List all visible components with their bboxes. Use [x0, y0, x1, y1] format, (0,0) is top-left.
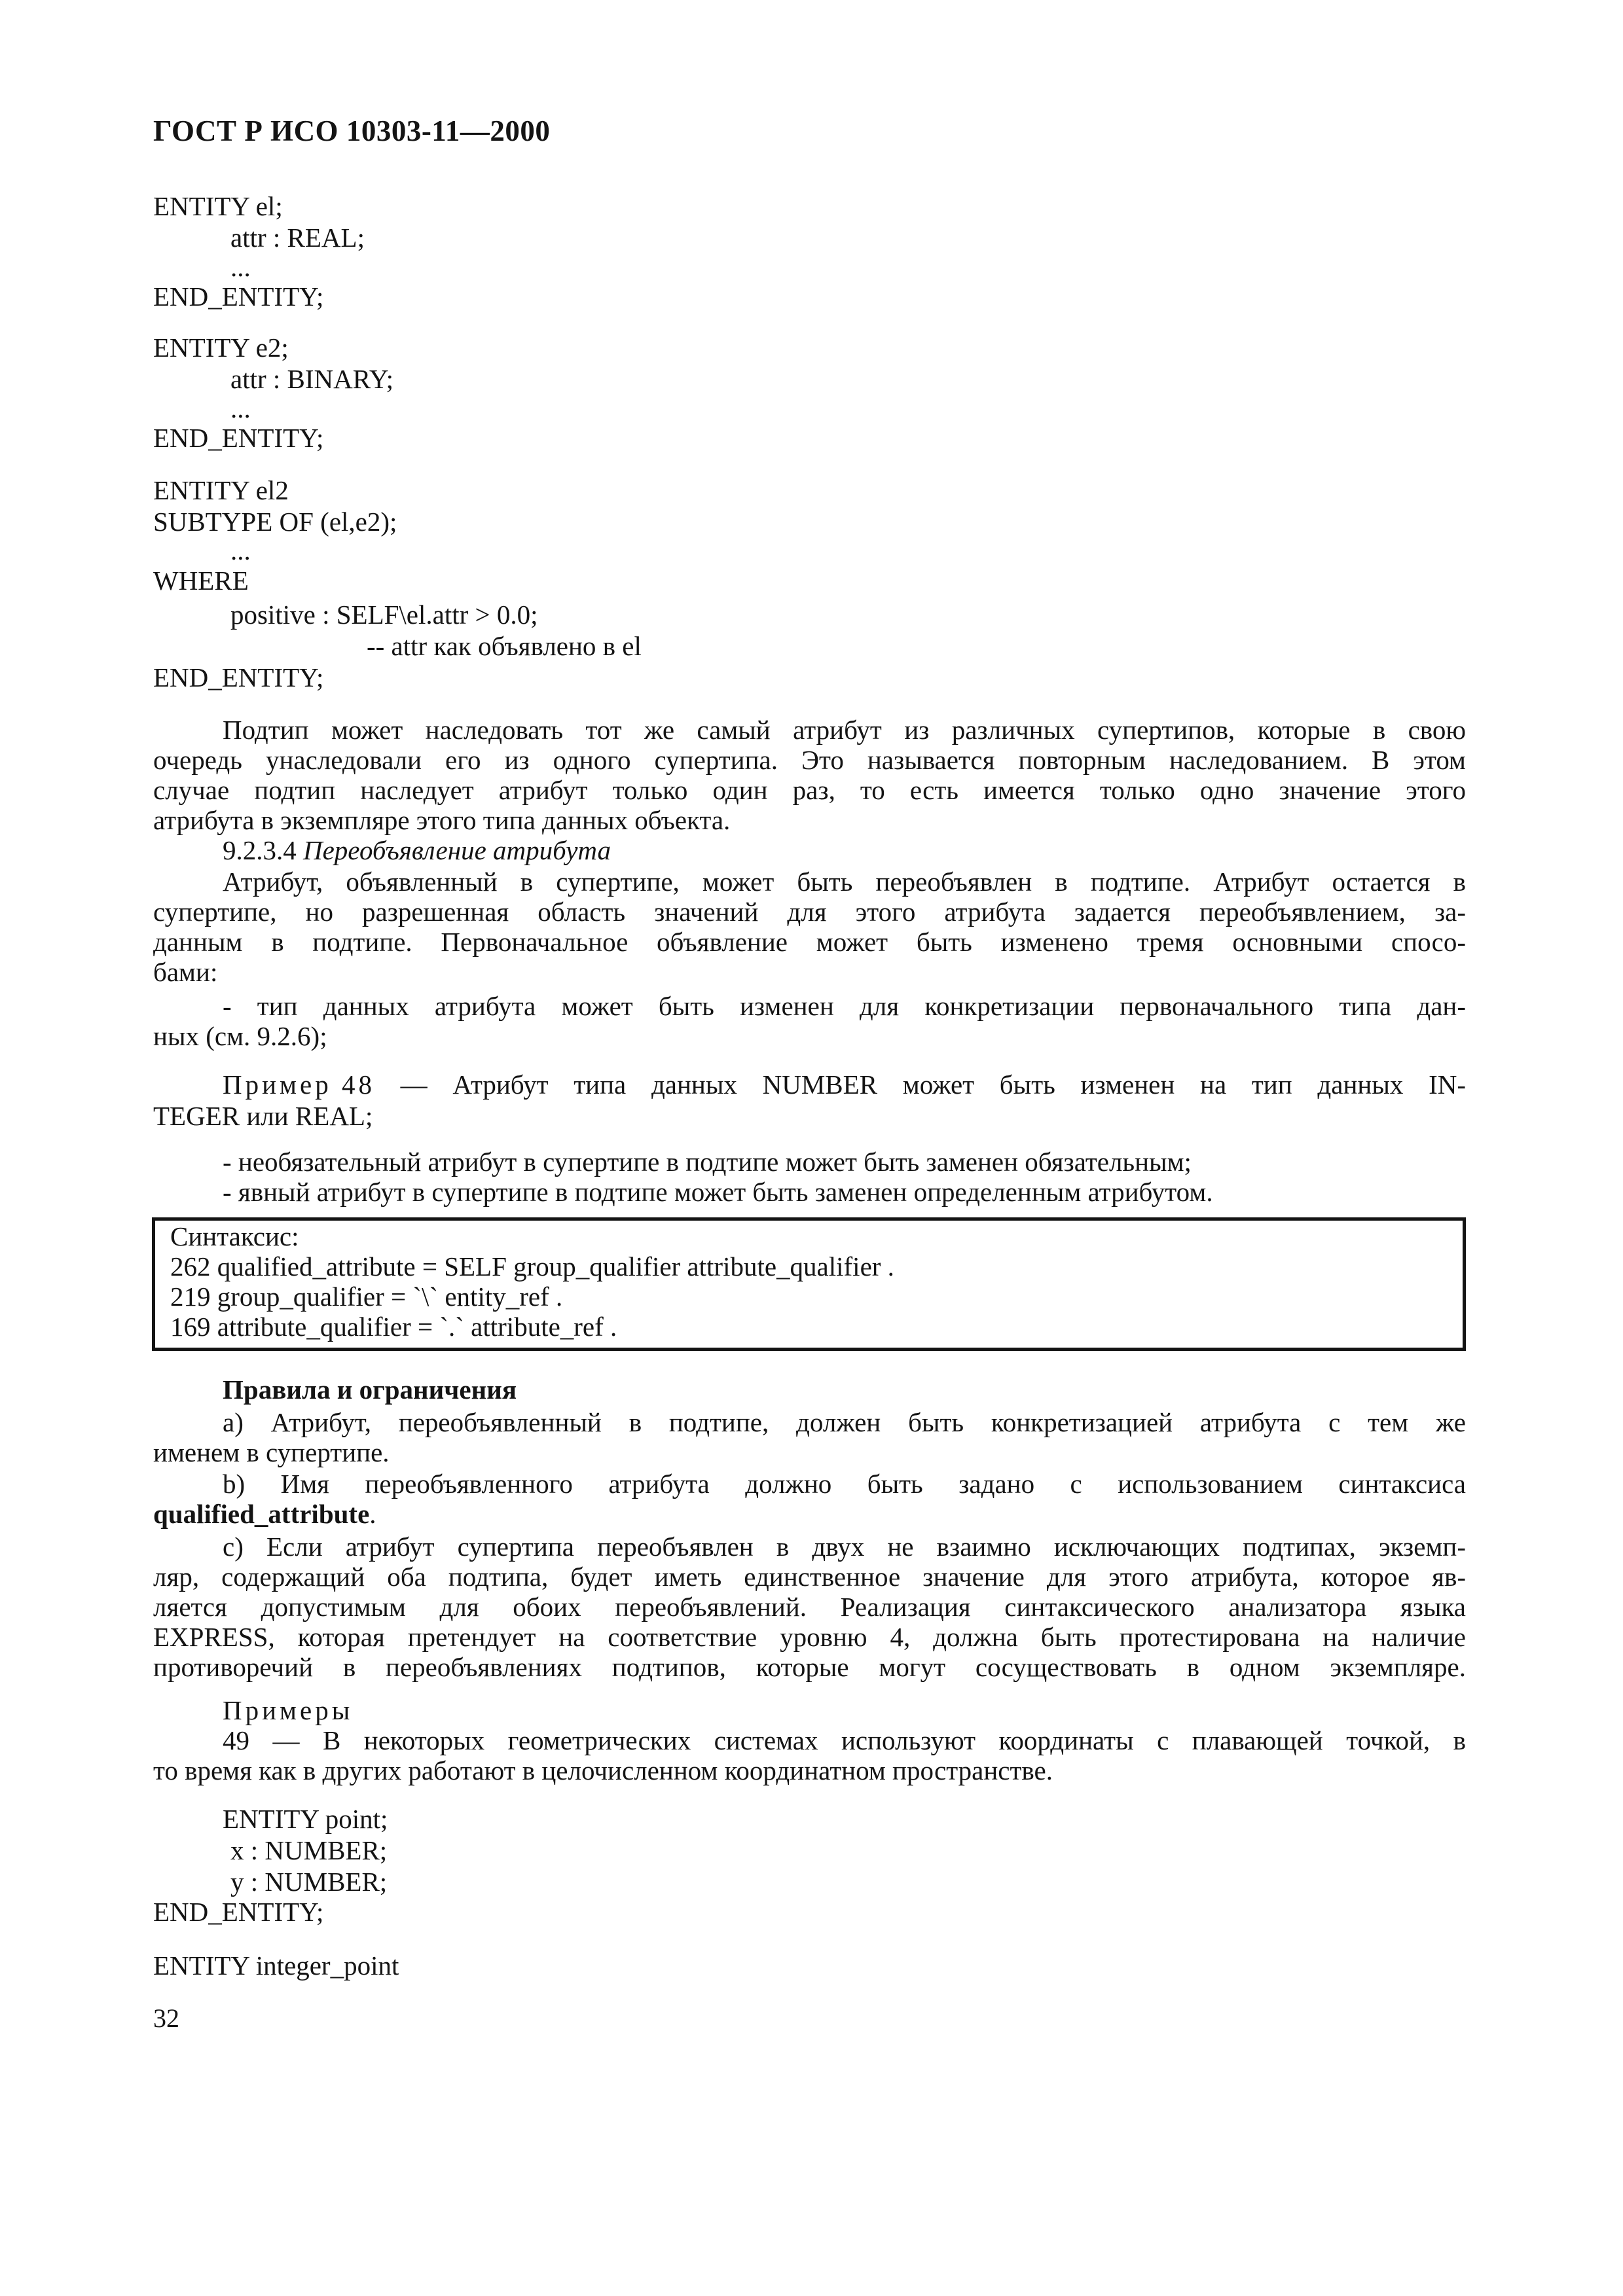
- code-line: attr : REAL;: [230, 223, 365, 253]
- rules-heading: Правила и ограничения: [223, 1374, 517, 1405]
- term-qualified-attribute: qualified_attribute: [153, 1499, 370, 1529]
- code-line: END_ENTITY;: [153, 423, 324, 453]
- text-line: b) Имя переобъявленного атрибута должно быть задано с использованием синтаксиса: [223, 1469, 1466, 1499]
- document-header: ГОСТ Р ИСО 10303-11—2000: [153, 115, 551, 147]
- code-line: -- attr как объявлено в el: [367, 631, 642, 661]
- section-heading: [223, 835, 611, 865]
- code-line: WHERE: [153, 565, 249, 596]
- text-line: Атрибут, объявленный в супертипе, может быть переобъявлен в подтипе. Атрибут остается в: [223, 867, 1466, 897]
- code-line: x : NUMBER;: [230, 1835, 388, 1865]
- code-line: attr : BINARY;: [230, 364, 394, 394]
- syntax-rule: 262 qualified_attribute = SELF group_qualifier attribute_qualifier .: [170, 1251, 894, 1282]
- examples-label: Примеры: [223, 1695, 354, 1725]
- code-line: ...: [230, 252, 251, 282]
- text-line: данным в подтипе. Первоначальное объявление может быть изменено тремя основными спосо-: [153, 927, 1466, 957]
- term-end: .: [369, 1499, 376, 1529]
- code-line: ENTITY el;: [153, 191, 283, 221]
- syntax-heading: Синтаксис:: [170, 1221, 299, 1251]
- page-number: 32: [153, 2003, 179, 2033]
- list-item: - явный атрибут в супертипе в подтипе может быть заменен определенным атрибутом.: [223, 1177, 1213, 1207]
- text-line: [153, 1499, 376, 1529]
- text-line: EXPRESS, которая претендует на соответствие уровню 4, должна быть протестирована на наличие: [153, 1622, 1466, 1652]
- code-line: ...: [230, 535, 251, 565]
- text-line: противоречий в переобъявлениях подтипов, которые могут сосуществовать в одном экземпляре.: [153, 1652, 1466, 1682]
- code-line: ENTITY point;: [223, 1804, 388, 1834]
- code-line: positive : SELF\el.attr > 0.0;: [230, 600, 538, 630]
- syntax-rule: 169 attribute_qualifier = `.` attribute_ref .: [170, 1312, 617, 1342]
- text-line: TEGER или REAL;: [153, 1101, 373, 1131]
- code-line: END_ENTITY;: [153, 281, 324, 312]
- syntax-rule: 219 group_qualifier = `\` entity_ref .: [170, 1282, 563, 1312]
- example-label: Пример 48: [223, 1069, 375, 1100]
- list-item: - необязательный атрибут в супертипе в подтипе может быть заменен обязательным;: [223, 1147, 1192, 1177]
- text-line: Подтип может наследовать тот же самый атрибут из различных супертипов, которые в свою: [223, 715, 1466, 745]
- code-line: SUBTYPE OF (el,e2);: [153, 507, 397, 537]
- text-line: супертипе, но разрешенная область значений для этого атрибута задается переобъявлением, за-: [153, 897, 1466, 927]
- code-line: END_ENTITY;: [153, 1897, 324, 1927]
- code-line: ENTITY e2;: [153, 332, 289, 363]
- text-line: a) Атрибут, переобъявленный в подтипе, должен быть конкретизацией атрибута с тем же: [223, 1407, 1466, 1437]
- text-line: - тип данных атрибута может быть изменен для конкретизации первоначального типа дан-: [223, 991, 1466, 1021]
- text-line: 49 — В некоторых геометрических системах используют координаты с плавающей точкой, в: [223, 1725, 1466, 1755]
- text-line: случае подтип наследует атрибут только один раз, то есть имеется только одно значение этого: [153, 775, 1466, 805]
- text-line: то время как в других работают в целочисленном координатном пространстве.: [153, 1755, 1053, 1785]
- example-line: [223, 1069, 1466, 1100]
- code-line: END_ENTITY;: [153, 662, 324, 692]
- text-line: ляется допустимым для обоих переобъявлений. Реализация синтаксического анализатора языка: [153, 1592, 1466, 1622]
- example-text: — Атрибут типа данных NUMBER может быть изменен на тип данных IN-: [374, 1069, 1466, 1100]
- text-line: ляр, содержащий оба подтипа, будет иметь единственное значение для этого атрибута, которое яв-: [153, 1562, 1466, 1592]
- text-line: очередь унаследовали его из одного супертипа. Это называется повторным наследованием. В этом: [153, 745, 1466, 775]
- code-line: ENTITY integer_point: [153, 1950, 399, 1981]
- text-line: ных (см. 9.2.6);: [153, 1021, 327, 1051]
- text-line: c) Если атрибут супертипа переобъявлен в двух не взаимно исключающих подтипах, экземп-: [223, 1532, 1466, 1562]
- code-line: y : NUMBER;: [230, 1867, 388, 1897]
- text-line: бами:: [153, 957, 218, 987]
- text-line: именем в супертипе.: [153, 1437, 390, 1467]
- section-number: 9.2.3.4: [223, 835, 297, 865]
- code-line: ...: [230, 393, 251, 423]
- section-title: Переобъявление атрибута: [303, 835, 611, 865]
- text-line: атрибута в экземпляре этого типа данных объекта.: [153, 805, 731, 835]
- code-line: ENTITY el2: [153, 475, 289, 505]
